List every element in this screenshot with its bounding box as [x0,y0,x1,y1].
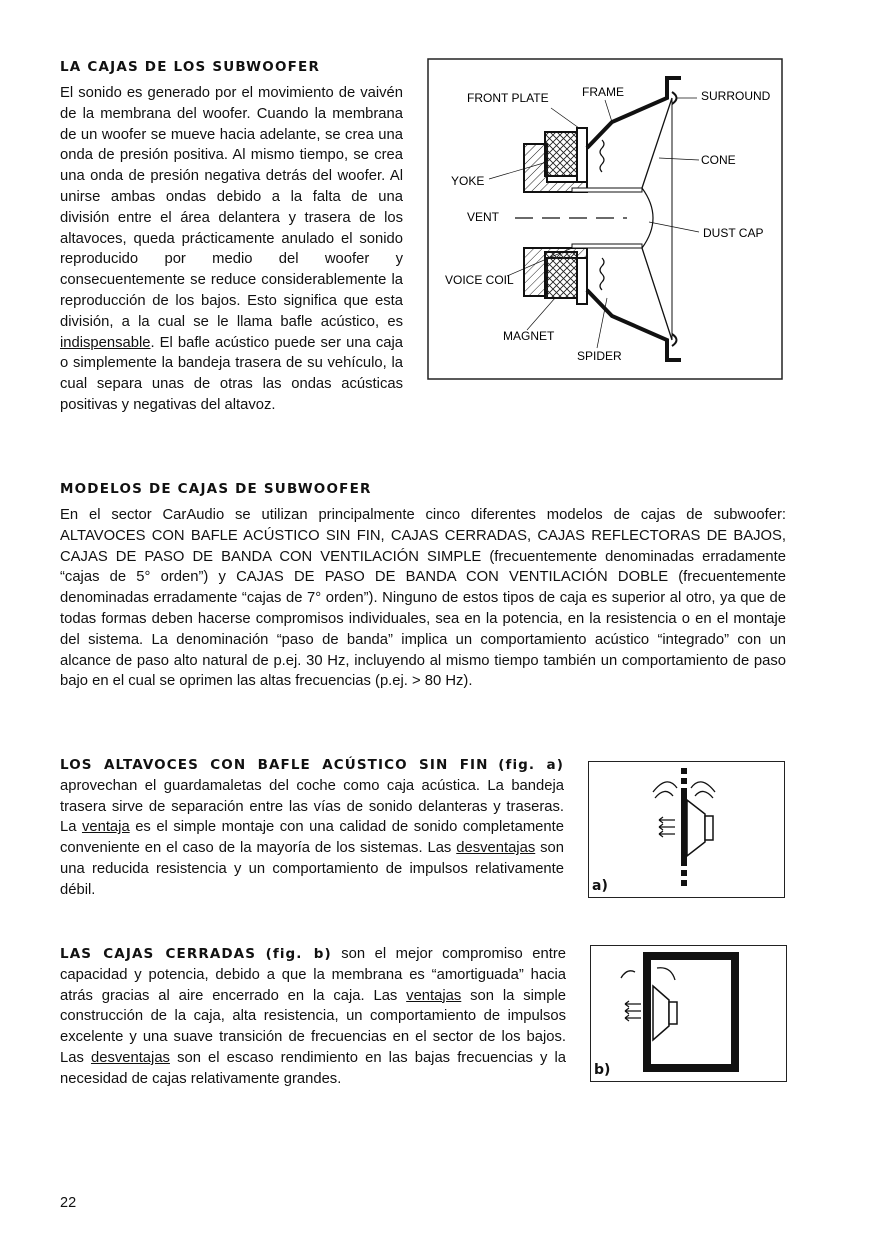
paragraph-text: El sonido es generado por el movimiento de vaivén de la membrana del woofer. Cuando la membrana de un woofer se mueve hacia adelante, se crea una onda de presión positiva. Al mismo tiempo, se crea una onda de presión negativa detrás del woofer. Al unirse ambas ondas debido a la falta de una división entre el área delantera y trasera de los altavoces, queda prácticamente anulado el sonido reproducido por medio del woofer y consecuentemente se reduce considerablemente la reproducción de los bajos. Esto significa que esta división, a la cual se le llama bafle acústico, es [60,85,403,330]
label-magnet: MAGNET [503,329,555,343]
speaker-cone-icon [687,800,705,856]
underlined-term: indispensable [60,334,151,351]
magnet-top [545,132,577,176]
section-heading-infinite-baffle: LOS ALTAVOCES CON BAFLE ACÚSTICO SIN FIN [60,757,489,773]
figure-a-drawing [589,762,783,896]
label-yoke: YOKE [451,174,485,188]
section-paragraph-infinite-baffle [60,755,564,901]
paragraph-text: . El bafle acústico puede ser una caja o simplemente la bandeja trasera de su vehículo, la cual separa unas de otras las ondas acústicas positivas y negativas del altavoz. [60,334,403,413]
paragraph-text: aprovechan el guardamaletas del coche como caja acústica. La bandeja trasera sirve de separación entre las vías de sonido delanteras y traseras. La [60,777,564,836]
underlined-term: ventaja [81,819,130,836]
paragraph-text: es el simple montaje con una calidad de sonido completamente conveniente en el caso de la mayoría de los sistemas. Las [60,819,564,857]
figure-b-drawing [591,946,785,1080]
voice-coil-top [572,188,642,192]
label-cone: CONE [701,153,736,167]
front-plate-top [577,128,587,182]
section-heading-sealed-boxes: LAS CAJAS CERRADAS [60,946,257,962]
paragraph-text: son el mejor compromiso entre capacidad y potencia, debido a que la membrana es “amortiguada” hacia atrás gracias al aire encerrado en la caja. Las [60,946,566,1004]
section-paragraph-subwoofer-boxes [60,83,403,416]
magnet-bottom [545,252,577,298]
section-paragraph-box-models: En el sector CarAudio se utilizan principalmente cinco diferentes modelos de cajas de subwoofer: ALTAVOCES CON BAFLE ACÚSTICO SIN FIN, CAJAS CERRADAS, CAJAS REFLECTORAS DE BAJOS, CAJAS DE PASO DE BANDA CON VENTILACIÓN SIMPLE (frecuentemente denominadas erradamente “cajas de 5° orden”) y CAJAS DE PASO DE BANDA CON VENTILACIÓN DOBLE (frecuentemente denominadas erradamente “cajas de 7° orden”). Ninguno de estos tipos de caja es superior al otro, ya que de todas formas deben hacerse compromisos individuales, sea en la potencia, en la resistencia o en el montaje del sistema. La denominación “paso de banda” implica un comportamiento acústico “integrado” con un alcance de paso alto natural de p.ej. 30 Hz, incluyendo al mismo tiempo también un comportamiento de paso bajo en el cual se oprimen las altas frecuencias (p.ej. > 80 Hz). [60,507,786,690]
paragraph-text: son la simple construcción de la caja, alta resistencia, un comportamiento de impulsos excelente y una suave transición de frecuencias en el sector de los bajos. Las [60,987,566,1066]
underlined-term: desventajas [90,1049,170,1066]
label-front-plate: FRONT PLATE [467,91,549,105]
figure-a-label: a) [592,878,608,894]
label-vent: VENT [467,210,500,224]
baffle-board [681,768,687,886]
speaker-magnet-icon [705,816,713,840]
figure-b-label: b) [594,1062,611,1078]
figure-reference-b: (fig. b) [265,946,332,962]
underlined-term: ventajas [406,987,462,1004]
section-heading-subwoofer-boxes: LA CAJAS DE LOS SUBWOOFER [60,59,321,75]
paragraph-text: son el escaso rendimiento en las bajas frecuencias y la necesidad de cajas relativamente grandes. [60,1049,567,1087]
label-frame: FRAME [582,85,624,99]
label-surround: SURROUND [701,89,771,103]
voice-coil-bottom [572,244,642,248]
paragraph-text: son una reducida resistencia y un comportamiento de impulsos relativamente débil. [60,840,565,898]
page-number: 22 [60,1195,77,1211]
label-spider: SPIDER [577,349,622,363]
speaker-anatomy-diagram [427,58,783,380]
section-heading-box-models: MODELOS DE CAJAS DE SUBWOOFER [60,481,372,497]
underlined-term: desventajas [456,840,536,857]
figure-reference-a: (fig. a) [498,757,564,773]
figure-b-sealed-box [590,945,787,1082]
label-dust-cap: DUST CAP [703,226,764,240]
label-voice-coil: VOICE COIL [445,273,514,287]
figure-a-infinite-baffle [588,761,785,898]
section-paragraph-sealed-boxes [60,944,566,1090]
speaker-magnet-icon [669,1002,677,1024]
front-plate-bottom [577,258,587,304]
